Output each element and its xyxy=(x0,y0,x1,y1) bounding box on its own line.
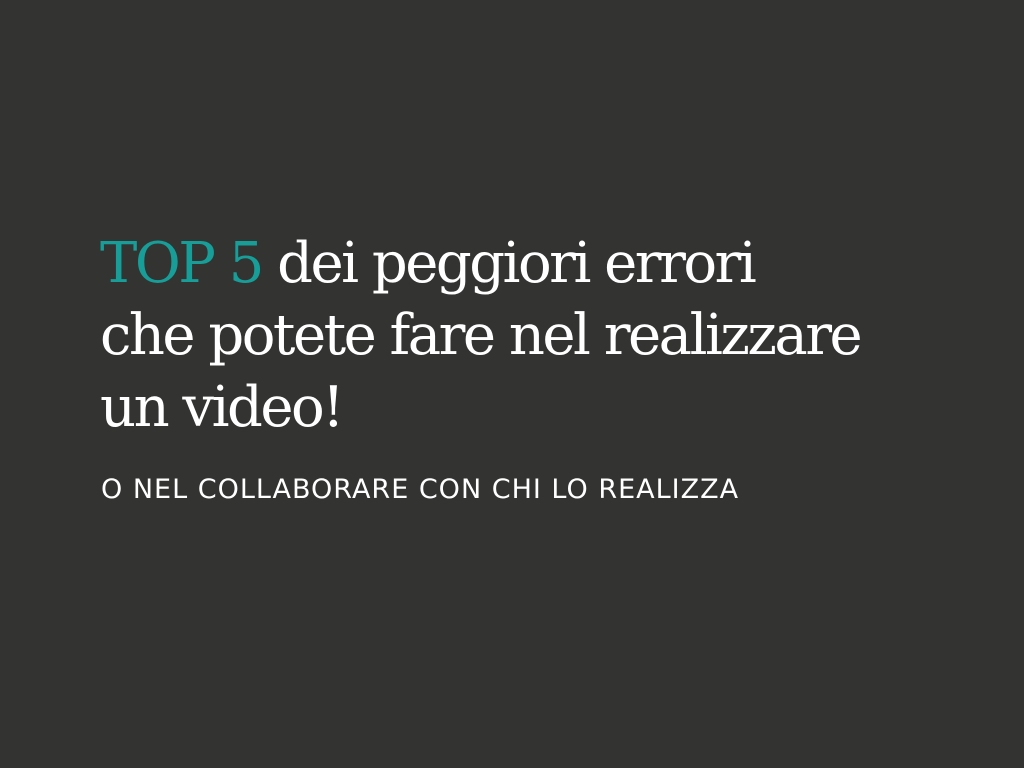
title-line-1: dei peggiori errori xyxy=(261,231,755,296)
title-highlight: TOP 5 xyxy=(100,231,262,296)
slide-title xyxy=(100,228,980,444)
slide-subtitle: O NEL COLLABORARE CON CHI LO REALIZZA xyxy=(101,474,740,505)
title-line-2: che potete fare nel realizzare xyxy=(100,303,861,368)
title-line-3: un video! xyxy=(100,375,343,440)
